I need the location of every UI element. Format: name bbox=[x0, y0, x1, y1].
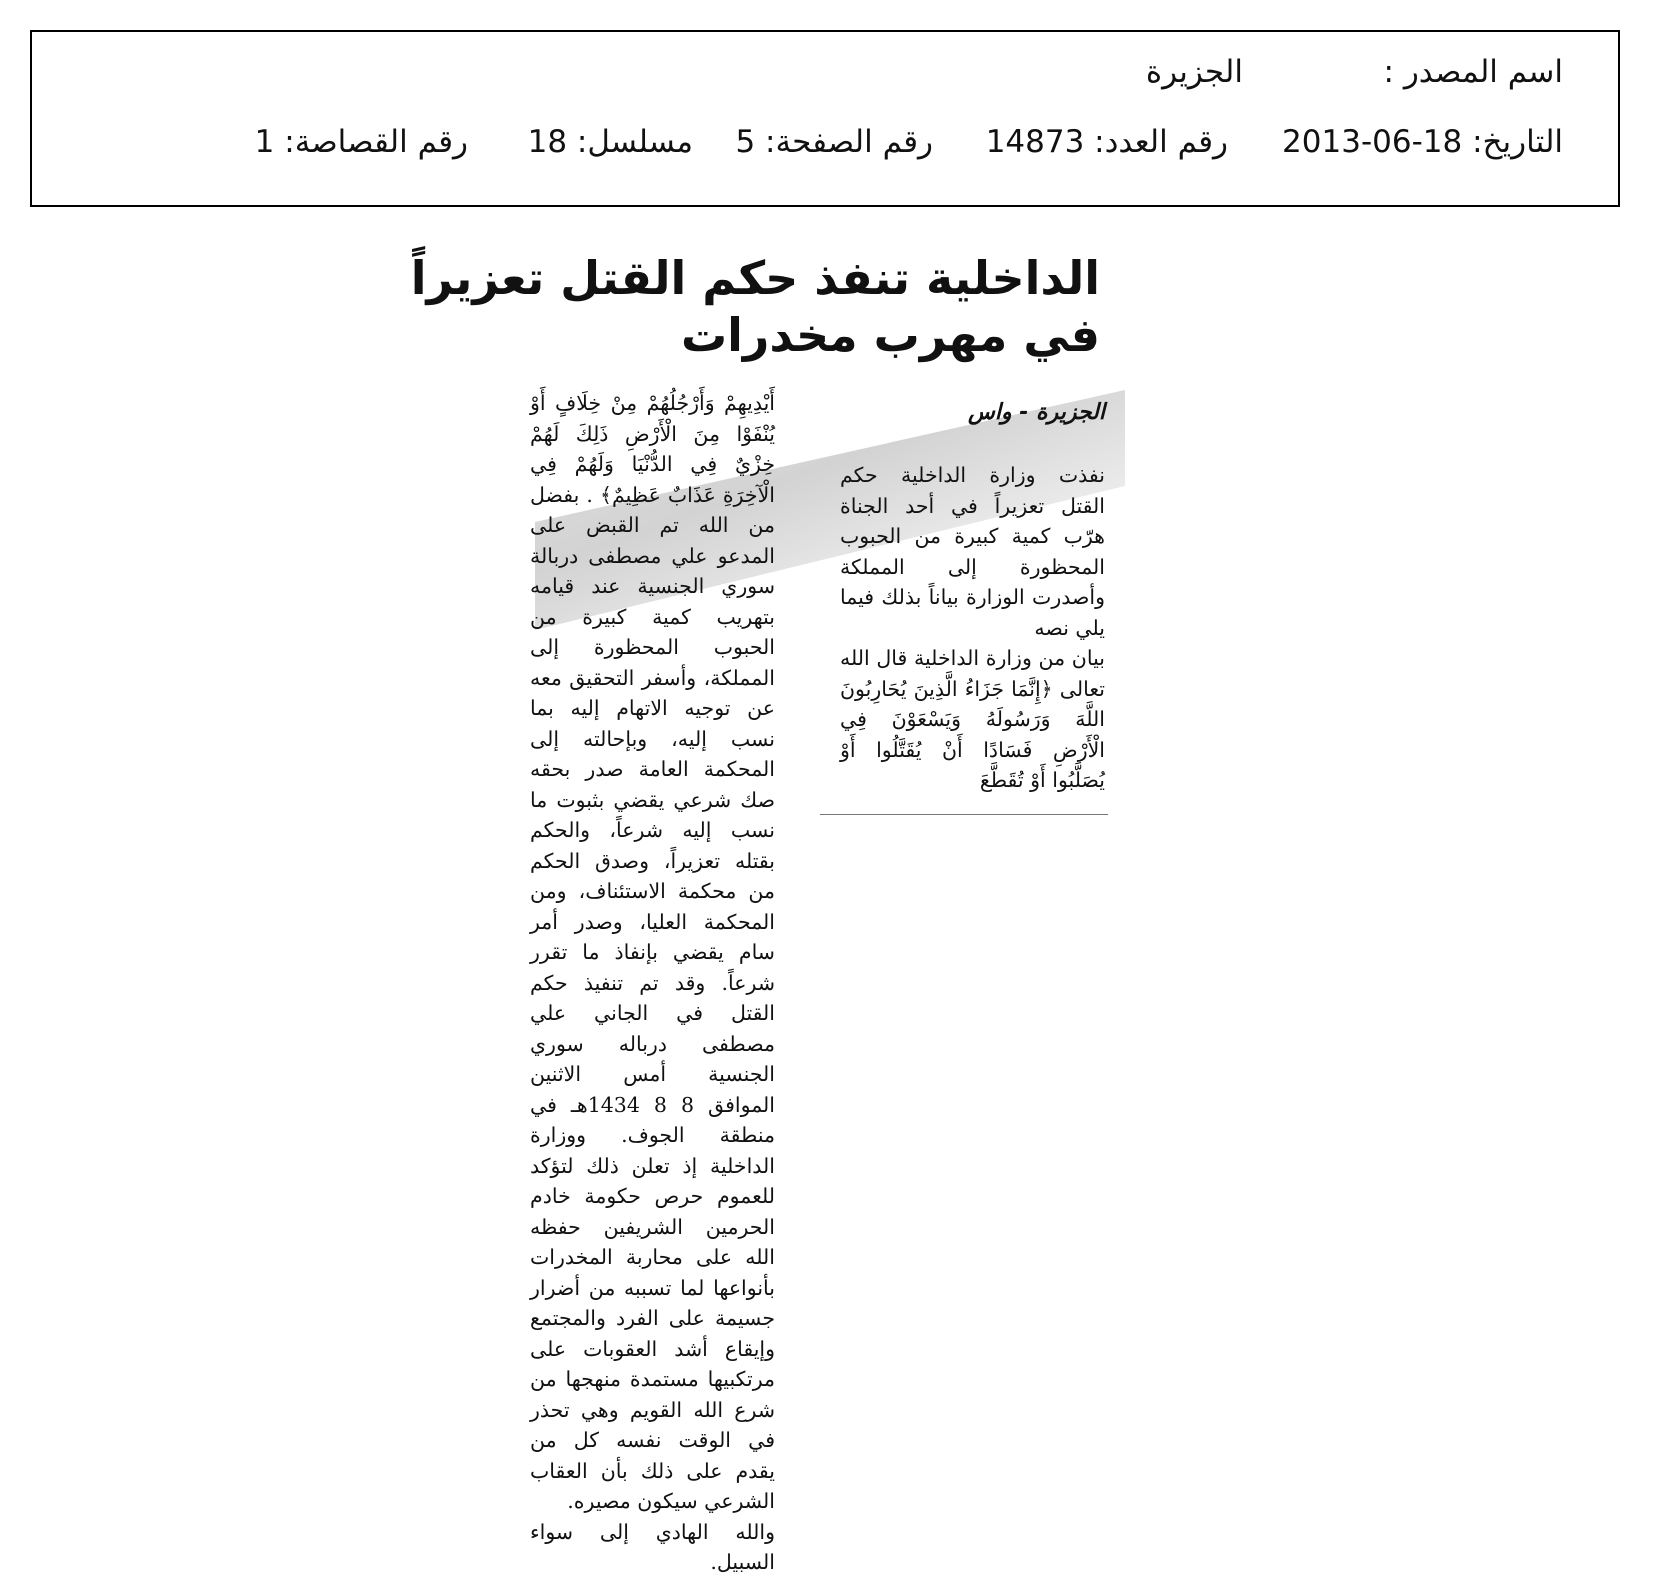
paragraph: نفذت وزارة الداخلية حكم القتل تعزيراً في أحد الجناة هرّب كمية كبيرة من الحبوب المحظورة إلى المملكة وأصدرت الوزارة بياناً بذلك فيما يلي نصه bbox=[840, 463, 1105, 640]
serial-field: مسلسل: 18 bbox=[527, 124, 693, 160]
source-value: الجزيرة bbox=[1145, 54, 1243, 90]
article-column-right bbox=[840, 460, 1105, 796]
page-number-field: رقم الصفحة: 5 bbox=[735, 124, 933, 160]
article-byline: الجزيرة - واس bbox=[968, 400, 1105, 425]
source-label: اسم المصدر : bbox=[1383, 54, 1563, 90]
news-article bbox=[410, 240, 1130, 1574]
paragraph: بيان من وزارة الداخلية قال الله تعالى ﴿إِنَّمَا جَزَاءُ الَّذِينَ يُحَارِبُونَ اللَّهَ وَرَسُولَهُ وَيَسْعَوْنَ فِي الْأَرْضِ فَسَادًا أَنْ يُقَتَّلُوا أَوْ يُصَلَّبُوا أَوْ تُقَطَّعَ bbox=[840, 646, 1105, 792]
paragraph: أَيْدِيهِمْ وَأَرْجُلُهُمْ مِنْ خِلَافٍ أَوْ يُنْفَوْا مِنَ الْأَرْضِ ذَلِكَ لَهُمْ خِزْيٌ فِي الدُّنْيَا وَلَهُمْ فِي الْآخِرَةِ عَذَابٌ عَظِيمٌ﴾ . بفضل من الله تم القبض على المدعو علي مصطفى دربالة سوري الجنسية عند قيامه بتهريب كمية كبيرة من الحبوب المحظورة إلى المملكة، وأسفر التحقيق معه عن توجيه الاتهام إليه بما نسب إليه، وبإحالته إلى المحكمة العامة صدر بحقه صك شرعي يقضي بثبوت ما نسب إليه شرعاً، والحكم بقتله تعزيراً، وصدق الحكم من محكمة الاستئناف، ومن المحكمة العليا، وصدر أمر سام يقضي بإنفاذ ما تقرر شرعاً. وقد تم تنفيذ حكم القتل في الجاني علي مصطفى درباله سوري الجنسية أمس الاثنين الموافق 8 8 1434هـ في منطقة الجوف. ووزارة الداخلية إذ تعلن ذلك لتؤكد للعموم حرص حكومة خادم الحرمين الشريفين حفظه الله على محاربة المخدرات بأنواعها لما تسببه من أضرار جسيمة على الفرد والمجتمع وإيقاع أشد العقوبات على مرتكبيها مستمدة منهجها من شرع الله القويم وهي تحذر في الوقت نفسه كل من يقدم على ذلك بأن العقاب الشرعي سيكون مصيره. bbox=[530, 391, 775, 1513]
column-divider bbox=[820, 814, 1108, 815]
article-headline-line-2: في مهرب مخدرات bbox=[680, 308, 1100, 362]
clipping-metadata-box bbox=[30, 30, 1620, 207]
clip-number-field: رقم القصاصة: 1 bbox=[254, 124, 468, 160]
paragraph: والله الهادي إلى سواء السبيل. bbox=[530, 1519, 775, 1574]
date-field: التاريخ: 18-06-2013 bbox=[1282, 124, 1563, 160]
article-column-left bbox=[530, 388, 775, 1578]
article-headline-line-1: الداخلية تنفذ حكم القتل تعزيراً bbox=[410, 251, 1100, 305]
issue-number-field: رقم العدد: 14873 bbox=[985, 124, 1228, 160]
